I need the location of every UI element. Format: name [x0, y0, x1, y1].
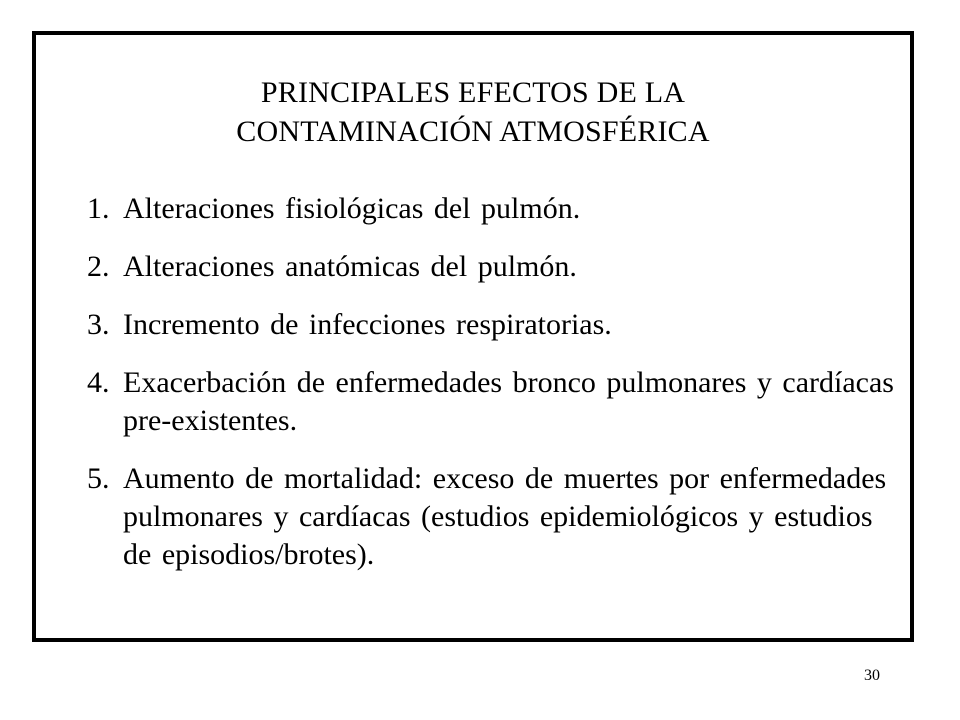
list-item-number: 1.	[87, 192, 110, 225]
list-item-number: 3.	[87, 308, 110, 341]
list-item-number: 4.	[87, 366, 110, 399]
list-item-1	[87, 190, 897, 228]
list-item-text: Alteraciones fisiológicas del pulmón.	[123, 192, 581, 225]
slide-frame	[32, 31, 914, 642]
list-item-text: Aumento de mortalidad: exceso de muertes por enfermedades pulmonares y cardíacas (estudios epidemiológicos y estudios de episodios/brotes).	[123, 462, 887, 571]
list-item-text: Exacerbación de enfermedades bronco pulmonares y cardíacas pre-existentes.	[123, 366, 894, 437]
title-line-1: PRINCIPALES EFECTOS DE LA	[260, 76, 686, 109]
effects-list	[87, 190, 897, 574]
list-item-4	[87, 364, 897, 440]
slide-title	[36, 73, 910, 151]
list-item-3	[87, 306, 897, 344]
list-item-2	[87, 248, 897, 286]
page-number: 30	[864, 667, 880, 684]
list-item-number: 2.	[87, 250, 110, 283]
list-item-text: Alteraciones anatómicas del pulmón.	[123, 250, 577, 283]
title-line-2: CONTAMINACIÓN ATMOSFÉRICA	[236, 115, 710, 148]
list-item-text: Incremento de infecciones respiratorias.	[123, 308, 612, 341]
list-item-5	[87, 460, 897, 574]
list-item-number: 5.	[87, 462, 110, 495]
